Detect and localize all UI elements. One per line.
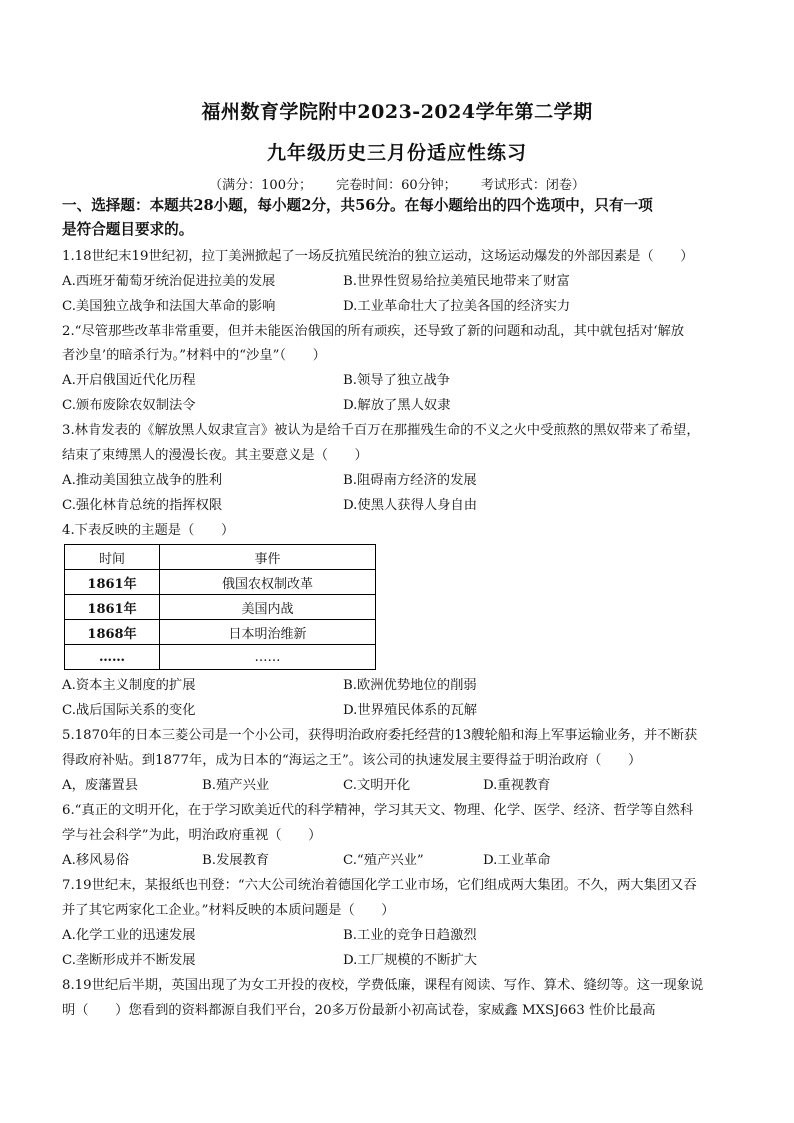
q4-option-a: A.资本主义制度的扩展: [62, 678, 196, 693]
exam-meta: [0, 174, 794, 193]
table-cell-time: 1868年: [65, 620, 160, 645]
q3-option-d: D.使黑人获得人身自由: [343, 498, 478, 513]
question-3-stem: 3.林肯发表的《解放黑人奴隶宣言》被认为是给千百万在那摧残生命的不义之火中受煎熬的黑奴带来了希望，: [62, 423, 700, 438]
question-6-stem-cont: 学与社会科学”为此，明治政府重视（ ）: [62, 828, 322, 843]
question-8-stem-cont: 明（ ）您看到的资料都源自我们平台，20多万份最新小初高试卷，家威鑫 MXSJ663 性价比最高: [62, 1003, 656, 1018]
q3-option-b: B.阻碍南方经济的发展: [343, 473, 477, 488]
q2-option-a: A.开启俄国近代化历程: [62, 373, 196, 388]
q6-option-a: A.移风易俗: [62, 853, 130, 868]
q7-option-a: A.化学工业的迅速发展: [62, 928, 196, 943]
full-score: （满分：100分；: [209, 178, 312, 193]
table-row: [65, 595, 376, 620]
q2-option-c: C.颁布废除农奴制法令: [62, 398, 196, 413]
q1-option-a: A.西班牙葡萄牙统治促进拉美的发展: [62, 274, 276, 289]
question-5-stem-cont: 得政府补贴。到1877年，成为日本的“海运之王”。该公司的执速发展主要得益于明治政府（ ）: [62, 753, 642, 768]
q6-option-d: D.工业革命: [483, 853, 551, 868]
q7-option-d: D.工厂规模的不断扩大: [343, 953, 478, 968]
q2-option-d: D.解放了黑人奴隶: [343, 398, 451, 413]
question-8-stem: 8.19世纪后半期，英国出现了为女工开投的夜校，学费低廉，课程有阅读、写作、算术、缝纫等。这一现象说: [62, 978, 704, 993]
time-limit: 完卷时间：60分钟；: [336, 178, 457, 193]
q6-option-b: B.发展教育: [202, 853, 270, 868]
section-heading: 一、选择题：本题共28小题，每小题2分，共56分。在每小题给出的四个选项中，只有一项: [62, 197, 653, 214]
question-2-stem-cont: 者沙皇’的暗杀行为。”材料中的“沙皇”（ ）: [62, 348, 326, 363]
q7-option-c: C.垄断形成并不断发展: [62, 953, 196, 968]
table-row: [65, 620, 376, 645]
q2-option-b: B.领导了独立战争: [343, 373, 451, 388]
table-cell-event: 美国内战: [160, 595, 376, 620]
table-header-row: [65, 545, 376, 570]
q3-option-a: A.推动美国独立战争的胜利: [62, 473, 223, 488]
exam-subtitle: 九年级历史三月份适应性练习: [266, 142, 527, 164]
q4-option-b: B.欧洲优势地位的削弱: [343, 678, 477, 693]
question-6-stem: 6.“真正的文明开化，在于学习欧美近代的科学精神，学习其天文、物理、化学、医学、经济、哲学等自然科: [62, 803, 694, 818]
question-3-stem-cont: 结束了束缚黑人的漫漫长夜。其主要意义是（ ）: [62, 448, 368, 463]
table-cell-time: ……: [65, 645, 160, 670]
events-table: [64, 544, 376, 670]
q3-option-c: C.强化林肯总统的指挥权限: [62, 498, 223, 513]
q7-option-b: B.工业的竞争日趋激烈: [343, 928, 477, 943]
table-cell-event: 日本明治维新: [160, 620, 376, 645]
table-cell-time: 1861年: [65, 595, 160, 620]
section-heading-cont: 是符合题目要求的。: [62, 221, 194, 238]
exam-title: 福州数育学院附中2023-2024学年第二学期: [201, 101, 593, 123]
question-4-stem: 4.下表反映的主题是（ ）: [62, 523, 235, 538]
q5-option-a: A，废藩置县: [62, 778, 139, 793]
question-7-stem-cont: 并了其它两家化工企业。”材料反映的本质问题是（ ）: [62, 903, 395, 918]
question-2-stem: 2.“尽管那些改革非常重要，但并未能医治俄国的所有顽疾，还导致了新的问题和动乱，其中就包括对‘解放: [62, 324, 685, 339]
table-cell-time: 1861年: [65, 570, 160, 595]
q5-option-c: C.文明开化: [343, 778, 411, 793]
question-1-stem: 1.18世纪末19世纪初，拉丁美洲掀起了一场反抗殖民统治的独立运动，这场运动爆发的外部因素是（ ）: [62, 249, 694, 264]
table-cell-event: 俄国农权制改革: [160, 570, 376, 595]
question-5-stem: 5.1870年的日本三菱公司是一个小公司，获得明治政府委托经营的13艘轮船和海上军事运输业务，并不断获: [62, 728, 698, 743]
table-row: [65, 645, 376, 670]
q4-option-c: C.战后国际关系的变化: [62, 703, 196, 718]
q6-option-c: C.“殖产兴业”: [343, 853, 424, 868]
exam-form: 考试形式：闭卷）: [480, 178, 585, 193]
table-cell-event: ……: [160, 645, 376, 670]
q5-option-d: D.重视教育: [483, 778, 551, 793]
q1-option-c: C.美国独立战争和法国大革命的影响: [62, 299, 276, 314]
table-row: [65, 570, 376, 595]
q1-option-d: D.工业革命壮大了拉美各国的经济实力: [343, 299, 571, 314]
question-7-stem: 7.19世纪末，某报纸也刊登：“六大公司统治着德国化学工业市场，它们组成两大集团。不久，两大集团又吞: [62, 878, 697, 893]
q5-option-b: B.殖产兴业: [202, 778, 270, 793]
table-header-event: 事件: [160, 545, 376, 570]
table-header-time: 时间: [65, 545, 160, 570]
q1-option-b: B.世界性贸易给拉美殖民地带来了财富: [343, 274, 570, 289]
q4-option-d: D.世界殖民体系的瓦解: [343, 703, 478, 718]
